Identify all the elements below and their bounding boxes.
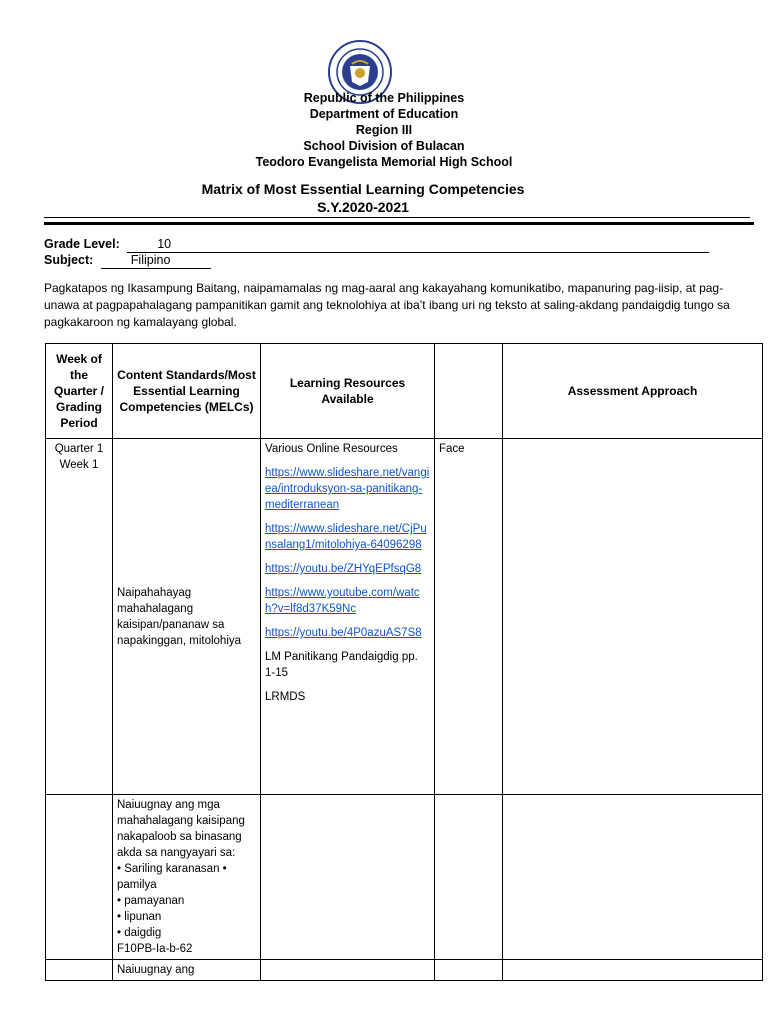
- col4-cell: [435, 960, 503, 981]
- table-header-row: [46, 344, 763, 439]
- document-title: Matrix of Most Essential Learning Competencies: [201, 181, 525, 197]
- resources-intro: Various Online Resources: [265, 443, 398, 455]
- quarter-label: Quarter 1: [54, 443, 104, 455]
- grade-level-value: 10: [127, 236, 709, 253]
- header-line: Region III: [355, 123, 413, 137]
- assessment-cell: [503, 439, 763, 795]
- week-cell: [46, 439, 113, 795]
- document-title-block: [0, 180, 726, 216]
- divider-thick: [44, 222, 754, 225]
- subject-field: [44, 252, 211, 269]
- agency-header: [0, 90, 768, 170]
- school-year: S.Y.2020-2021: [317, 199, 409, 215]
- resource-link[interactable]: https://www.youtube.com/watch?v=lf8d37K59Nc: [265, 587, 420, 615]
- header-line: Republic of the Philippines: [303, 91, 465, 105]
- header-assessment-approach: Assessment Approach: [503, 344, 763, 439]
- table-row: [46, 439, 763, 795]
- assessment-cell: [503, 795, 763, 960]
- table-row: [46, 960, 763, 981]
- resources-cell: [261, 795, 435, 960]
- resource-link[interactable]: https://www.slideshare.net/vangiea/introduksyon-sa-panitikang-mediterranean: [265, 467, 430, 511]
- resource-link[interactable]: https://youtu.be/4P0azuAS7S8: [265, 627, 422, 639]
- competency-cell: Naiuugnay ang: [113, 960, 261, 981]
- competency-line: • daigdig: [117, 927, 162, 939]
- resources-cell: [261, 960, 435, 981]
- competency-line: • Sariling karanasan • pamilya: [117, 863, 227, 891]
- header-line: Teodoro Evangelista Memorial High School: [255, 155, 513, 169]
- resources-cell: [261, 439, 435, 795]
- resource-text: LM Panitikang Pandaigdig pp. 1-15: [265, 651, 418, 679]
- content-standard-intro: Pagkatapos ng Ikasampung Baitang, naipamamalas ng mag-aaral ang kakayahang komunikatibo, mapanuring pag-iisip, at pag-unawa at pagpapahalagang pampanitikan gamit ang teknolohiya at iba’t ibang uri ng teksto at saling-akdang pandaigdig tungo sa pagkakaroon ng kamalayang global.: [44, 281, 730, 329]
- grade-level-field: [44, 236, 709, 253]
- competency-code: F10PB-Ia-b-62: [117, 943, 193, 955]
- competency-line: Naiuugnay ang mga mahahalagang kaisipang nakapaloob sa binasang akda sa nangyayari sa:: [117, 799, 245, 859]
- competency-cell: [113, 795, 261, 960]
- grade-level-label: Grade Level:: [44, 237, 120, 251]
- competency-line: • lipunan: [117, 911, 162, 923]
- subject-value: Filipino: [101, 252, 211, 269]
- header-week: Week of the Quarter / Grading Period: [46, 344, 113, 439]
- col4-cell: Face: [435, 439, 503, 795]
- header-line: Department of Education: [309, 107, 459, 121]
- resource-link[interactable]: https://youtu.be/ZHYqEPfsqG8: [265, 563, 422, 575]
- competency-cell: Naipahahayag mahahalagang kaisipan/pananaw sa napakinggan, mitolohiya: [113, 439, 261, 795]
- melc-matrix-table: [45, 343, 763, 981]
- table-row: [46, 795, 763, 960]
- header-content-standards: Content Standards/Most Essential Learning Competencies (MELCs): [113, 344, 261, 439]
- week-cell: [46, 960, 113, 981]
- header-line: School Division of Bulacan: [303, 139, 465, 153]
- resource-link[interactable]: https://www.slideshare.net/CjPunsalang1/mitolohiya-64096298: [265, 523, 427, 551]
- resource-text: LRMDS: [265, 691, 306, 703]
- header-blank: [435, 344, 503, 439]
- col4-cell: [435, 795, 503, 960]
- header-learning-resources: Learning Resources Available: [261, 344, 435, 439]
- assessment-cell: [503, 960, 763, 981]
- competency-line: • pamayanan: [117, 895, 185, 907]
- subject-label: Subject:: [44, 253, 94, 267]
- week-cell: [46, 795, 113, 960]
- divider-thin: [44, 217, 750, 218]
- week-label: Week 1: [59, 459, 99, 471]
